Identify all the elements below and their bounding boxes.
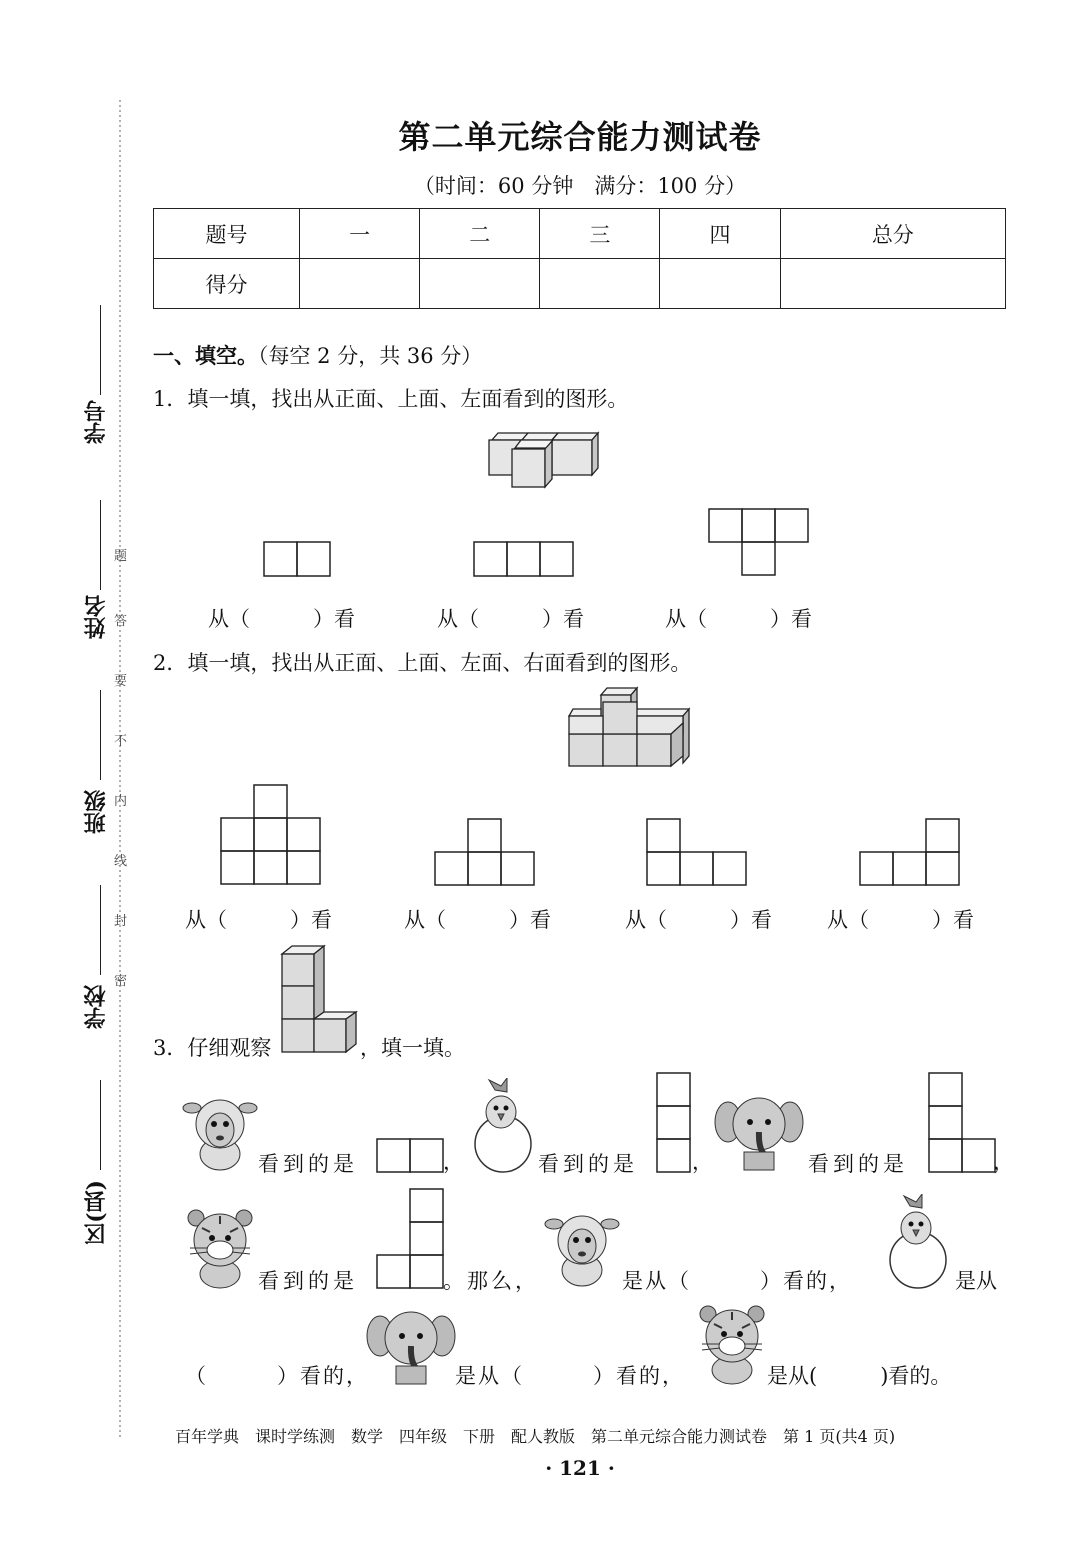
question-2: 2．填一填，找出从正面、上面、左面、右面看到的图形。	[153, 651, 692, 675]
question-3-a: 3．仔细观察	[153, 1036, 272, 1060]
caption-q2-a: 从（ ）看	[185, 908, 332, 932]
view-grid-q1-b	[473, 541, 577, 578]
section-heading: 一、填空。（每空 2 分，共 36 分）	[153, 343, 483, 368]
view-grid-sheep	[376, 1138, 446, 1174]
score-input-cell[interactable]	[540, 259, 660, 309]
cube-figure-3	[278, 944, 360, 1056]
table-cell: 得分	[154, 259, 300, 309]
sidebar-line	[100, 500, 101, 590]
view-grid-elephant	[928, 1072, 998, 1174]
view-grid-q2-a	[220, 784, 324, 888]
score-input-cell[interactable]	[420, 259, 540, 309]
is-from-text: 是从（ ）看的，	[455, 1364, 685, 1388]
question-3-b: ，填一填。	[360, 1036, 465, 1060]
sheep-icon	[182, 1092, 258, 1174]
sheep-icon	[544, 1208, 620, 1290]
is-from-text: 是从( )看的。	[767, 1364, 952, 1388]
elephant-icon	[366, 1306, 456, 1388]
sidebar-label-student-id: 学号	[83, 400, 109, 444]
elephant-icon	[714, 1092, 804, 1174]
score-input-cell[interactable]	[660, 259, 780, 309]
caption-q1-c: 从（ ）看	[665, 607, 812, 631]
cube-figure-1	[485, 428, 605, 494]
exam-info: （时间：60 分钟 满分：100 分）	[413, 174, 747, 198]
table-cell: 总分	[780, 209, 1005, 259]
view-grid-tiger	[376, 1188, 446, 1290]
view-grid-q1-c	[708, 508, 812, 578]
table-cell: 二	[420, 209, 540, 259]
sidebar-label-school: 学校	[83, 985, 109, 1029]
table-cell: 题号	[154, 209, 300, 259]
sidebar-line	[100, 305, 101, 395]
view-grid-q1-a	[263, 541, 333, 578]
binding-line	[110, 100, 130, 1440]
table-row	[154, 259, 1006, 309]
sidebar-label-district: 区(县)	[83, 1180, 109, 1245]
table-cell: 三	[540, 209, 660, 259]
caption-q2-b: 从（ ）看	[404, 908, 551, 932]
caption-q1-b: 从（ ）看	[437, 607, 584, 631]
tiger-icon	[694, 1304, 770, 1386]
sidebar-label-class: 班级	[83, 790, 109, 834]
view-grid-q2-d	[859, 818, 963, 888]
is-from-text: 是从（ ）看的，	[622, 1269, 852, 1293]
caption-q2-d: 从（ ）看	[827, 908, 974, 932]
see-text: 看到的是	[258, 1152, 358, 1176]
sidebar-label-name: 姓名	[83, 595, 109, 639]
score-input-cell[interactable]	[780, 259, 1005, 309]
caption-q1-a: 从（ ）看	[208, 607, 355, 631]
sidebar-line	[100, 885, 101, 975]
is-from-text: （ ）看的，	[185, 1364, 369, 1388]
see-text: 看到的是	[538, 1152, 638, 1176]
caption-q2-c: 从（ ）看	[625, 908, 772, 932]
is-from-text: 是从	[955, 1269, 997, 1293]
view-grid-chicken	[656, 1072, 693, 1174]
view-grid-q2-c	[646, 818, 750, 888]
table-cell: 四	[660, 209, 780, 259]
then-text: 。那么，	[443, 1269, 539, 1293]
comma: ，	[692, 1150, 713, 1174]
view-grid-q2-b	[434, 818, 538, 888]
sidebar-line	[100, 690, 101, 780]
score-table	[153, 208, 1006, 309]
comma: ，	[443, 1150, 464, 1174]
cube-figure-2	[565, 686, 695, 770]
page-title: 第二单元综合能力测试卷	[398, 118, 762, 156]
see-text: 看到的是	[808, 1152, 908, 1176]
question-1: 1．填一填，找出从正面、上面、左面看到的图形。	[153, 387, 629, 411]
table-cell: 一	[300, 209, 420, 259]
see-text: 看到的是	[258, 1269, 358, 1293]
score-input-cell[interactable]	[300, 259, 420, 309]
chicken-icon	[465, 1078, 541, 1174]
footer: 百年学典 课时学练测 数学 四年级 下册 配人教版 第二单元综合能力测试卷 第 1 页(共4 页)	[175, 1427, 896, 1446]
page-number: · 121 ·	[545, 1456, 615, 1480]
tiger-icon	[182, 1208, 258, 1290]
comma: ，	[993, 1150, 1014, 1174]
chicken-icon	[880, 1194, 956, 1290]
sidebar-line	[100, 1080, 101, 1170]
table-row	[154, 209, 1006, 259]
